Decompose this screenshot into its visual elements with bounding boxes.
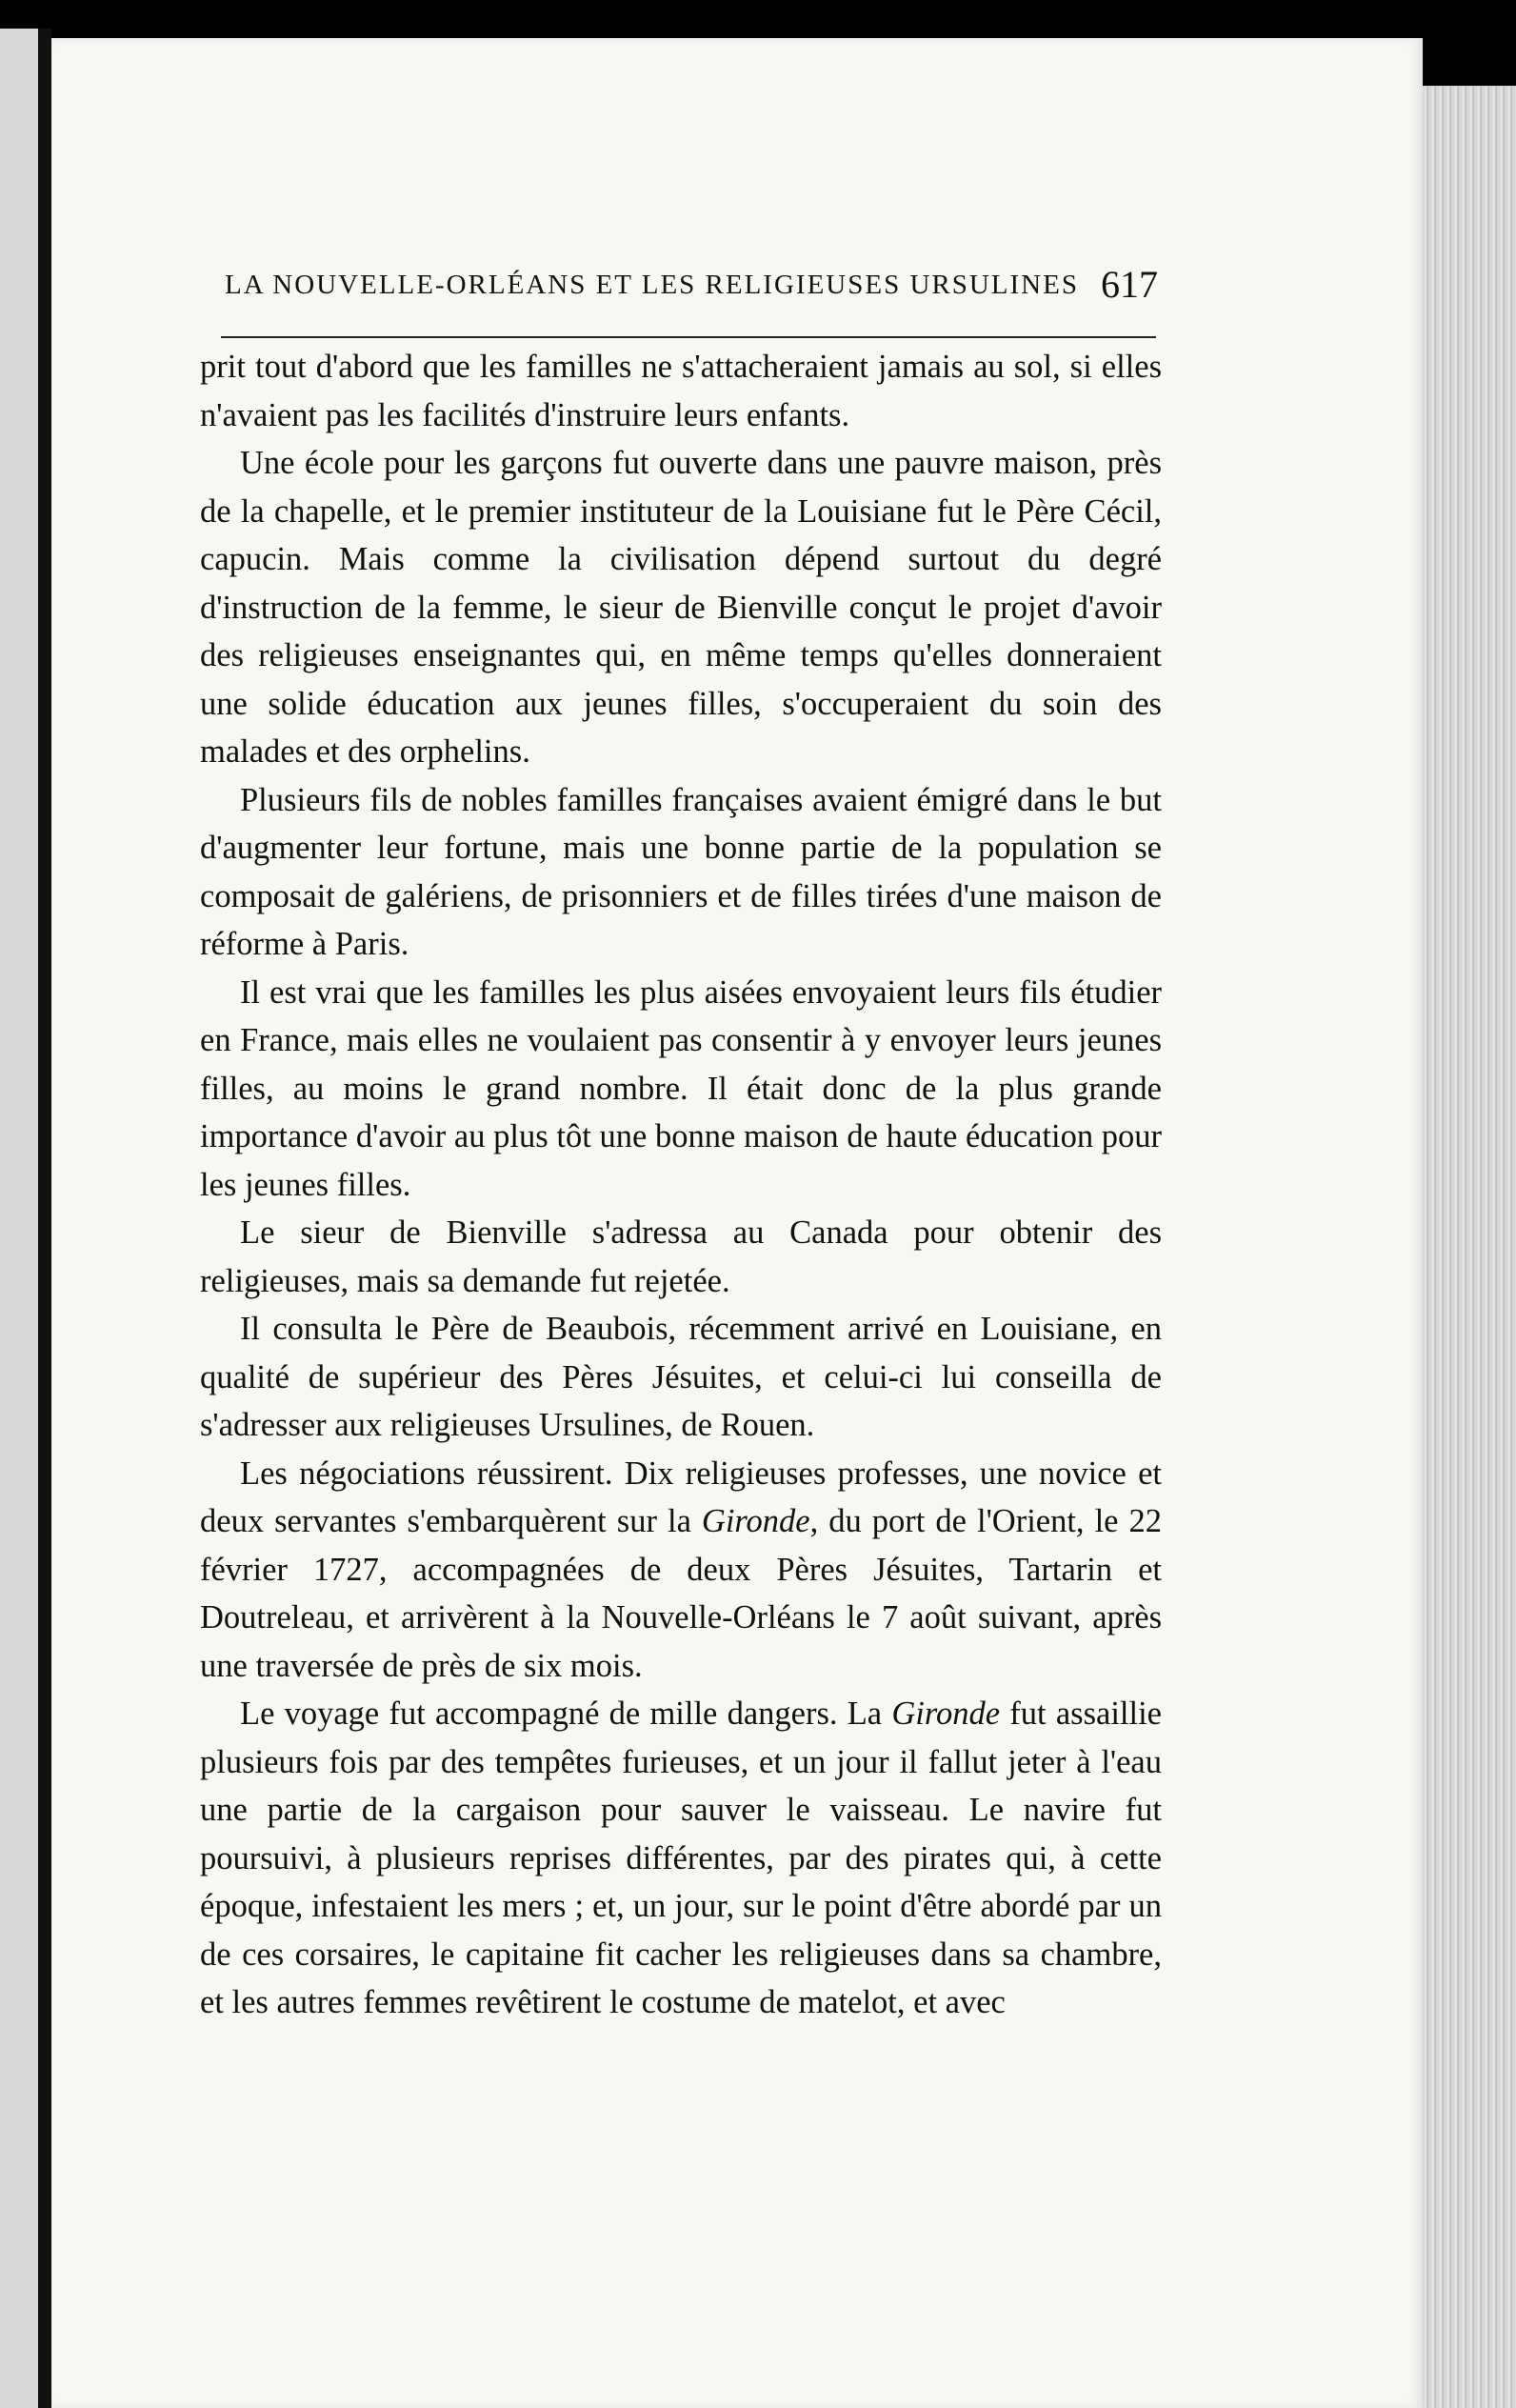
paragraph: prit tout d'abord que les familles ne s'attacheraient jamais au sol, si elles n'avaient pas les facilités d'instruire leurs enfants. <box>200 349 1162 433</box>
paragraph: Il est vrai que les familles les plus aisées envoyaient leurs fils étudier en France, mais elles ne voulaient pas consentir à y envoyer leurs jeunes filles, au moins le grand nombre. Il était donc de la plus grande importance d'avoir au plus tôt une bonne maison de haute éducation pour les jeunes filles. <box>200 973 1162 1203</box>
paragraph: Une école pour les garçons fut ouverte dans une pauvre maison, près de la chapelle, et le premier instituteur de la Louisiane fut le Père Cécil, capucin. Mais comme la civilisation dépend surtout du degré d'instruction de la femme, le sieur de Bienville conçut le projet d'avoir des religieuses enseignantes qui, en même temps qu'elles donneraient une solide éducation aux jeunes filles, s'occuperaient du soin des malades et des orphelins. <box>200 445 1162 770</box>
page-header <box>225 262 1158 319</box>
book-gutter <box>38 29 51 2408</box>
previous-page-edge <box>0 29 38 2408</box>
body-text <box>200 343 1162 2096</box>
page-number: 617 <box>1101 263 1158 306</box>
ship-name: Gironde <box>891 1696 1001 1732</box>
stacked-page-edges <box>1423 86 1516 2408</box>
paragraph: Il consulta le Père de Beaubois, récemment arrivé en Louisiane, en qualité de supérieur des Pères Jésuites, et celui-ci lui conseilla de s'adresser aux religieuses Ursulines, de Rouen. <box>200 1311 1162 1443</box>
running-head: LA NOUVELLE-ORLÉANS ET LES RELIGIEUSES URSULINES <box>225 270 1079 300</box>
paragraph: Le voyage fut accompagné de mille dangers. La Gironde fut assaillie plusieurs fois par des tempêtes furieuses, et un jour il fallut jeter à l'eau une partie de la cargaison pour sauver le vaisseau. Le navire fut poursuivi, à plusieurs reprises différentes, par des pirates qui, à cette époque, infestaient les mers ; et, un jour, sur le point d'être abordé par un de ces corsaires, le capitaine fit cacher les religieuses dans sa chambre, et les autres femmes revêtirent le costume de matelot, et avec <box>200 1696 1162 2020</box>
header-rule <box>221 336 1156 338</box>
paragraph: Plusieurs fils de nobles familles françaises avaient émigré dans le but d'augmenter leur fortune, mais une bonne partie de la population se composait de galériens, de prisonniers et de filles tirées d'une maison de réforme à Paris. <box>200 781 1162 962</box>
ship-name: Gironde <box>701 1503 810 1539</box>
paragraph: Le sieur de Bienville s'adressa au Canada pour obtenir des religieuses, mais sa demande fut rejetée. <box>200 1214 1162 1299</box>
paragraph: Les négociations réussirent. Dix religieuses professes, une novice et deux servantes s'embarquèrent sur la Gironde, du port de l'Orient, le 22 février 1727, accompagnées de deux Pères Jésuites, Tartarin et Doutreleau, et arrivèrent à la Nouvelle-Orléans le 7 août suivant, après une traversée de près de six mois. <box>200 1455 1162 1684</box>
